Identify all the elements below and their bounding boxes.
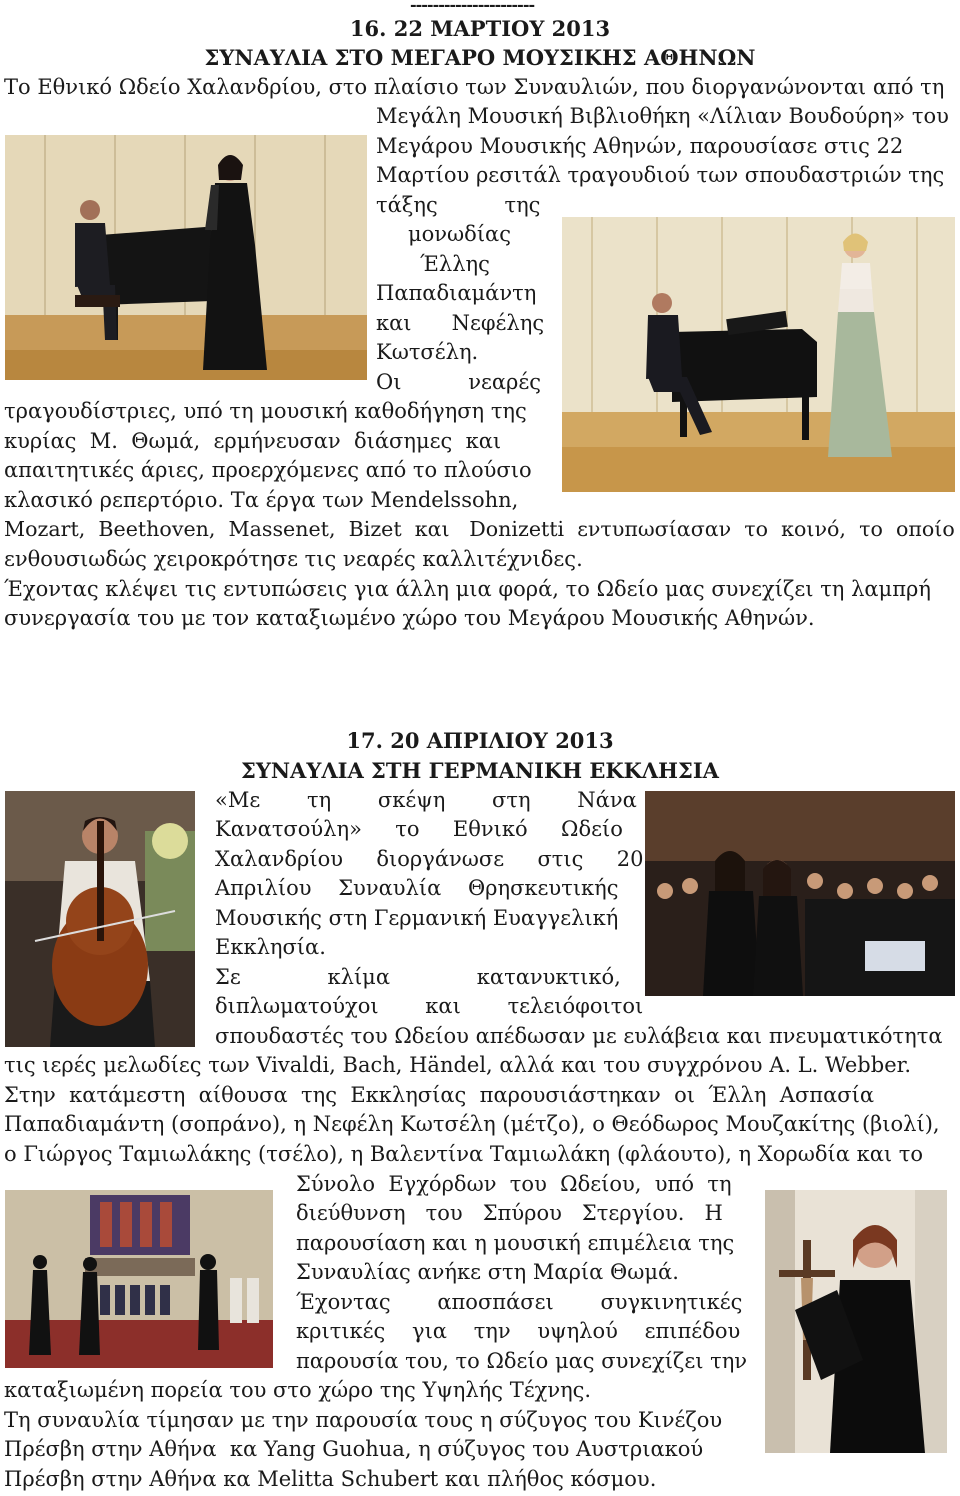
section1-line: Μαρτίου ρεσιτάλ τραγουδιού των σπουδαστριών της	[376, 163, 945, 187]
section2-line: σπουδαστές του Ωδείου απέδωσαν με ευλάβεια και πνευματικότητα	[215, 1024, 943, 1048]
section1-line: ενθουσιωδώς χειροκρότησε τις νεαρές καλλιτέχνιδες.	[4, 547, 583, 571]
section2-line: Εκκλησία.	[215, 935, 326, 959]
section1-line: Μεγάλη Μουσική Βιβλιοθήκη «Λίλιαν Βουδούρη» του	[376, 104, 949, 128]
section1-line: Μεγάρου Μουσικής Αθηνών, παρουσίασε στις 22	[376, 134, 904, 158]
section1-line: και Νεφέλης	[376, 311, 545, 335]
section1-line: Mozart, Beethoven, Massenet, Bizet και Donizetti εντυπωσίασαν το κοινό, το οποίο	[4, 517, 955, 541]
section2-line: Απριλίου Συναυλία Θρησκευτικής	[215, 876, 619, 900]
photo-church-ensemble	[5, 1190, 273, 1368]
section1-line: μονωδίας	[408, 222, 512, 246]
section1-line: Έχοντας κλέψει τις εντυπώσεις για άλλη μια φορά, το Ωδείο μας συνεχίζει τη λαμπρή	[4, 577, 931, 601]
section1-heading-date: 16. 22 ΜΑΡΤΙΟΥ 2013	[349, 16, 611, 41]
section2-line: Πρέσβη στην Αθήνα κα Yang Guohua, η σύζυγος του Αυστριακού	[4, 1437, 704, 1461]
section2-line: ο Γιώργος Ταμιωλάκης (τσέλο), η Βαλεντίνα Ταμιωλάκη (φλάουτο), η Χορωδία και το	[4, 1142, 924, 1166]
section2-line: «Με τη σκέψη στη Νάνα	[215, 788, 637, 812]
section2-line: Παπαδιαμάντη (σοπράνο), η Νεφέλη Κωτσέλη (μέτζο), ο Θεόδωρος Μουζακίτης (βιολί),	[4, 1112, 940, 1136]
section2-line: παρουσίαση και η μουσική επιμέλεια της	[296, 1231, 735, 1255]
section2-line: καταξιωμένη πορεία του στο χώρο της Υψηλής Τέχνης.	[4, 1378, 592, 1402]
section1-line: τάξης της	[376, 193, 541, 217]
section2-line: κριτικές για την υψηλού επιπέδου	[296, 1319, 741, 1343]
section2-line: Χαλανδρίου διοργάνωσε στις 20	[215, 847, 644, 871]
photo-singers-with-choir	[645, 791, 955, 996]
section1-line: κυρίας Μ. Θωμά, ερμήνευσαν διάσημες και	[4, 429, 502, 453]
section2-line: διεύθυνση του Σπύρου Στεργίου. Η	[296, 1201, 723, 1225]
section1-line: τραγουδίστριες, υπό τη μουσική καθοδήγηση της	[4, 399, 527, 423]
section2-line: Σε κλίμα κατανυκτικό,	[215, 965, 621, 989]
section2-line: Έχοντας αποσπάσει συγκινητικές	[296, 1290, 743, 1314]
section2-line: Σύνολο Εγχόρδων του Ωδείου, υπό τη	[296, 1172, 732, 1196]
photo-woman-reading-speech	[765, 1190, 947, 1453]
section2-line: Μουσικής στη Γερμανική Ευαγγελική	[215, 906, 619, 930]
photo-pianist-and-singer-black-dress	[5, 135, 367, 380]
section2-line: Συναυλίας ανήκε στη Μαρία Θωμά.	[296, 1260, 679, 1284]
section1-line: απαιτητικές άριες, προερχόμενες από το πλούσιο	[4, 458, 532, 482]
section2-line: Στην κατάμεστη αίθουσα της Εκκλησίας παρουσιάστηκαν οι Έλλη Ασπασία	[4, 1083, 875, 1107]
section2-line: τις ιερές μελωδίες των Vivaldi, Bach, Händel, αλλά και του συγχρόνου A. L. Webber.	[4, 1053, 912, 1077]
section1-line: Παπαδιαμάντη	[376, 281, 537, 305]
section1-line: Οι νεαρές	[376, 370, 542, 394]
section2-line: Τη συναυλία τίμησαν με την παρουσία τους η σύζυγος του Κινέζου	[4, 1408, 723, 1432]
section2-line: Πρέσβη στην Αθήνα κα Melitta Schubert και πλήθος κόσμου.	[4, 1467, 657, 1491]
section2-heading-date: 17. 20 ΑΠΡΙΛΙΟΥ 2013	[346, 728, 614, 753]
section1-line: Έλλης	[420, 252, 490, 276]
section2-line: Κανατσούλη» το Εθνικό Ωδείο	[215, 817, 623, 841]
section2-line: παρουσία του, το Ωδείο μας συνεχίζει την	[296, 1349, 748, 1373]
separator-line: ----------------------	[410, 0, 535, 10]
section1-line: κλασικό ρεπερτόριο. Τα έργα των Mendelssohn,	[4, 488, 519, 512]
section1-line: Το Εθνικό Ωδείο Χαλανδρίου, στο πλαίσιο των Συναυλιών, που διοργανώνονται από τη	[4, 75, 945, 99]
section1-heading-title: ΣΥΝΑΥΛΙΑ ΣΤΟ ΜΕΓΑΡΟ ΜΟΥΣΙΚΗΣ ΑΘΗΝΩΝ	[204, 45, 756, 70]
photo-pianist-and-singer-white-gown	[562, 217, 955, 492]
section1-line: συνεργασία του με τον καταξιωμένο χώρο του Μεγάρου Μουσικής Αθηνών.	[4, 606, 815, 630]
section1-line: Κωτσέλη.	[376, 340, 479, 364]
section2-line: διπλωματούχοι και τελειόφοιτοι	[215, 994, 644, 1018]
photo-cellist	[5, 791, 195, 1047]
section2-heading-title: ΣΥΝΑΥΛΙΑ ΣΤΗ ΓΕΡΜΑΝΙΚΗ ΕΚΚΛΗΣΙΑ	[241, 758, 719, 783]
